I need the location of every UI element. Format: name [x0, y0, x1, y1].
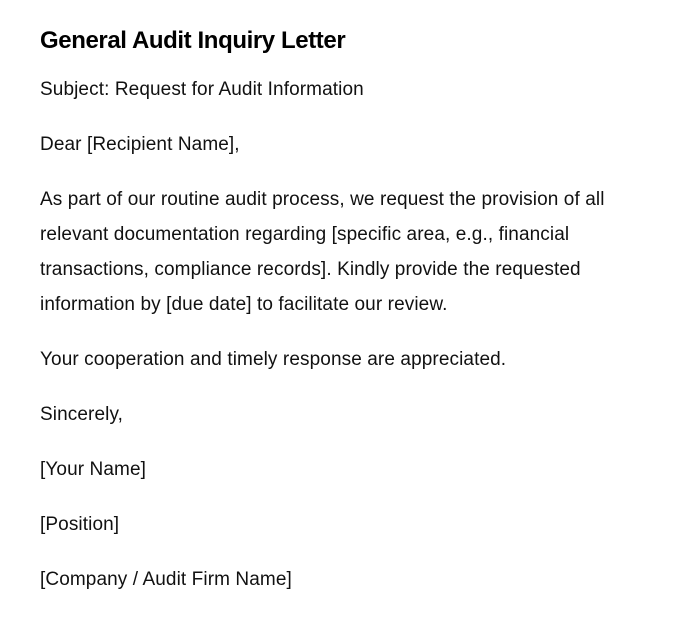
subject-line: Subject: Request for Audit Information — [40, 79, 364, 100]
signature-company: [Company / Audit Firm Name] — [40, 569, 292, 590]
signature-position: [Position] — [40, 514, 120, 535]
sign-off: Sincerely, — [40, 404, 124, 425]
closing-note: Your cooperation and timely response are appreciated. — [40, 349, 507, 370]
signature-name: [Your Name] — [40, 459, 147, 480]
document-title: General Audit Inquiry Letter — [40, 27, 346, 54]
body-paragraph: As part of our routine audit process, we request the provision of all relevant documentation regarding [specific area, e.g., financial transactions, compliance records]. Kindly provide the requested information by [due date] to facilitate our review. — [40, 189, 605, 315]
salutation: Dear [Recipient Name], — [40, 134, 240, 155]
